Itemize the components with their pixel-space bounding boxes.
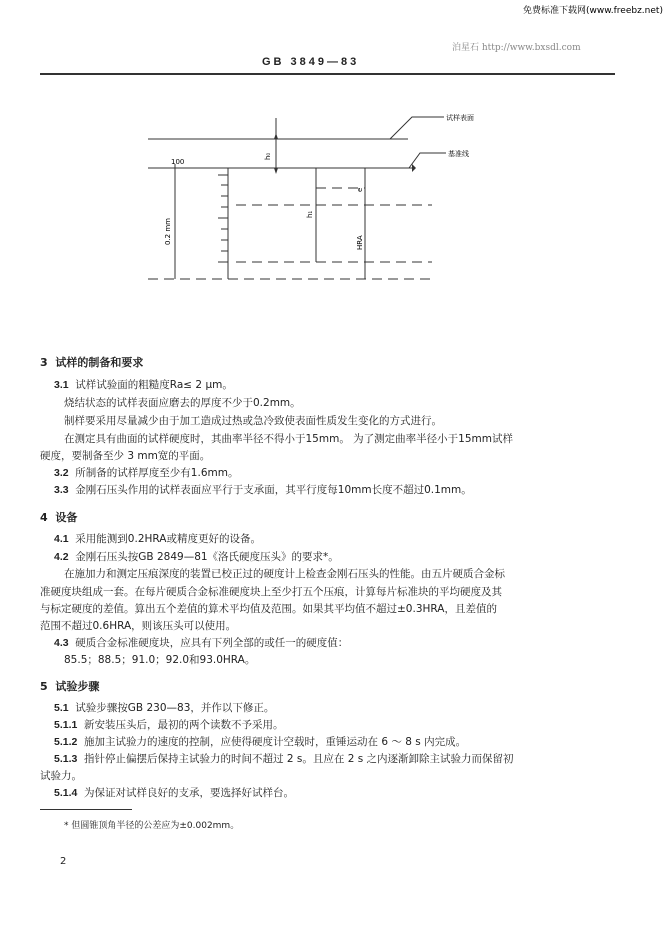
clause-4-2: 4.2 金刚石压头按GB 2849—81《洛氏硬度压头》的要求*。 bbox=[54, 551, 339, 563]
label-e: e bbox=[356, 187, 364, 192]
label-h1: h₁ bbox=[306, 210, 314, 218]
hardness-values: 85.5；88.5；91.0；92.0和93.0HRA。 bbox=[64, 654, 256, 666]
clause-3-3: 3.3 金刚石压头作用的试样表面应平行于支承面，其平行度每10mm长度不超过0.1mm。 bbox=[54, 484, 472, 496]
site-watermark: 免费标准下载网(www.freebz.net) bbox=[523, 6, 663, 16]
footnote: * 但圆锥顶角半径的公差应为±0.002mm。 bbox=[64, 821, 240, 831]
arrowhead bbox=[412, 164, 416, 172]
hardness-measurement-diagram bbox=[0, 0, 645, 330]
clause-3-1-line: 烧结状态的试样表面应磨去的厚度不少于0.2mm。 bbox=[64, 397, 301, 409]
clause-4-2-line: 与标定硬度的差值。算出五个差值的算术平均值及范围。如果其平均值不超过±0.3HRA，且差值的 bbox=[40, 603, 497, 615]
clause-3-1-line: 在测定具有曲面的试样硬度时，其曲率半径不得小于15mm。 为了测定曲率半径小于15mm试样 bbox=[64, 433, 513, 445]
clause-3-1-line: 制样要采用尽量减少由于加工造成过热或急冷致使表面性质发生变化的方式进行。 bbox=[64, 415, 442, 427]
clause-3-2: 3.2 所制备的试样厚度至少有1.6mm。 bbox=[54, 467, 239, 479]
clause-4-2-line: 范围不超过0.6HRA，则该压头可以使用。 bbox=[40, 620, 237, 632]
clause-3-1-line: 硬度，要制备至少 3 mm宽的平面。 bbox=[40, 450, 211, 462]
label-depth: 0.2 mm bbox=[164, 218, 172, 245]
clause-5-1-4: 5.1.4 为保证对试样良好的支承，要选择好试样台。 bbox=[54, 787, 295, 799]
standard-code-header: GB 3849—83 bbox=[262, 56, 360, 68]
ruler-ticks bbox=[218, 175, 228, 262]
label-100: 100 bbox=[171, 158, 185, 166]
label-surface: 试样表面 bbox=[446, 114, 474, 122]
page-number: 2 bbox=[60, 856, 67, 867]
label-baseline: 基准线 bbox=[448, 150, 469, 158]
clause-4-1: 4.1 采用能测到0.2HRA或精度更好的设备。 bbox=[54, 533, 261, 545]
clause-5-1-1: 5.1.1 新安装压头后，最初的两个读数不予采用。 bbox=[54, 719, 284, 731]
label-h0: h₀ bbox=[264, 152, 272, 160]
source-watermark: 泊星石 http://www.bxsdl.com bbox=[452, 43, 581, 53]
clause-5-1-3: 5.1.3 指针停止偏摆后保持主试验力的时间不超过 2 s。且应在 2 s 之内逐渐卸除主试验力而保留初 bbox=[54, 753, 514, 765]
section-3-heading: 3 试样的制备和要求 bbox=[40, 356, 144, 369]
clause-3-1: 3.1 试样试验面的粗糙度Ra≤ 2 μm。 bbox=[54, 379, 233, 391]
clause-5-1: 5.1 试验步骤按GB 230—83，并作以下修正。 bbox=[54, 702, 275, 714]
surface-leader bbox=[390, 117, 444, 139]
clause-4-2-line: 准硬度块组成一套。在每片硬质合金标准硬度块上至少打五个压痕，计算每片标准块的平均硬度及其 bbox=[40, 586, 502, 598]
section-5-heading: 5 试验步骤 bbox=[40, 680, 100, 693]
clause-4-3: 4.3 硬质合金标准硬度块，应具有下列全部的或任一的硬度值： bbox=[54, 637, 349, 649]
clause-5-1-2: 5.1.2 施加主试验力的速度的控制，应使得硬度计空载时，重锤运动在 6 ～ 8 s 内完成。 bbox=[54, 736, 467, 748]
arrowhead bbox=[274, 133, 278, 139]
section-4-heading: 4 设备 bbox=[40, 511, 78, 524]
clause-4-2-line: 在施加力和测定压痕深度的装置已校正过的硬度计上检查金刚石压头的性能。由五片硬质合金标 bbox=[64, 568, 505, 580]
footnote-rule bbox=[40, 809, 132, 810]
baseline-leader bbox=[409, 153, 446, 168]
arrowhead bbox=[274, 168, 278, 174]
label-hra: HRA bbox=[356, 235, 364, 250]
clause-5-1-3-line: 试验力。 bbox=[40, 770, 82, 782]
